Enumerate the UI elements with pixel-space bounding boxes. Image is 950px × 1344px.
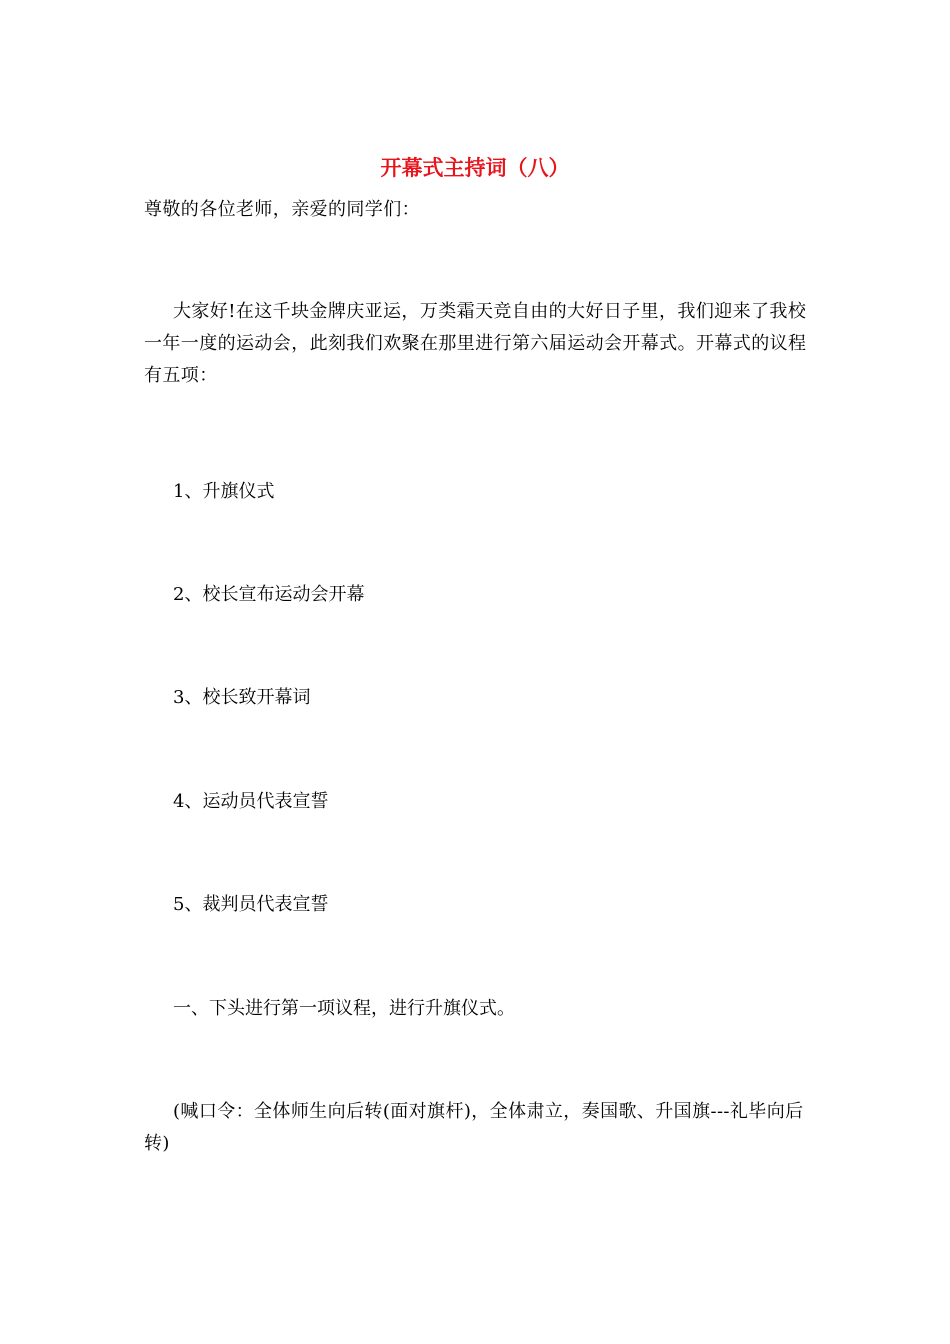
agenda-item-4: 4、运动员代表宣誓	[173, 791, 329, 812]
agenda-item-5: 5、裁判员代表宣誓	[173, 894, 329, 915]
agenda-item-3: 3、校长致开幕词	[173, 687, 311, 708]
document-title: 开幕式主持词（八）	[380, 155, 570, 180]
agenda-item-1: 1、升旗仪式	[173, 481, 275, 502]
greeting-line: 尊敬的各位老师，亲爱的同学们：	[144, 199, 420, 220]
instruction-paragraph: (喊口令：全体师生向后转(面对旗杆)，全体肃立，奏国歌、升国旗---礼毕向后转)	[144, 1101, 804, 1154]
section-one-heading: 一、下头进行第一项议程，进行升旗仪式。	[173, 998, 515, 1019]
agenda-item-2: 2、校长宣布运动会开幕	[173, 584, 365, 605]
intro-paragraph: 大家好!在这千块金牌庆亚运，万类霜天竞自由的大好日子里，我们迎来了我校一年一度的运动会，此刻我们欢聚在那里进行第六届运动会开幕式。开幕式的议程有五项：	[144, 301, 807, 386]
